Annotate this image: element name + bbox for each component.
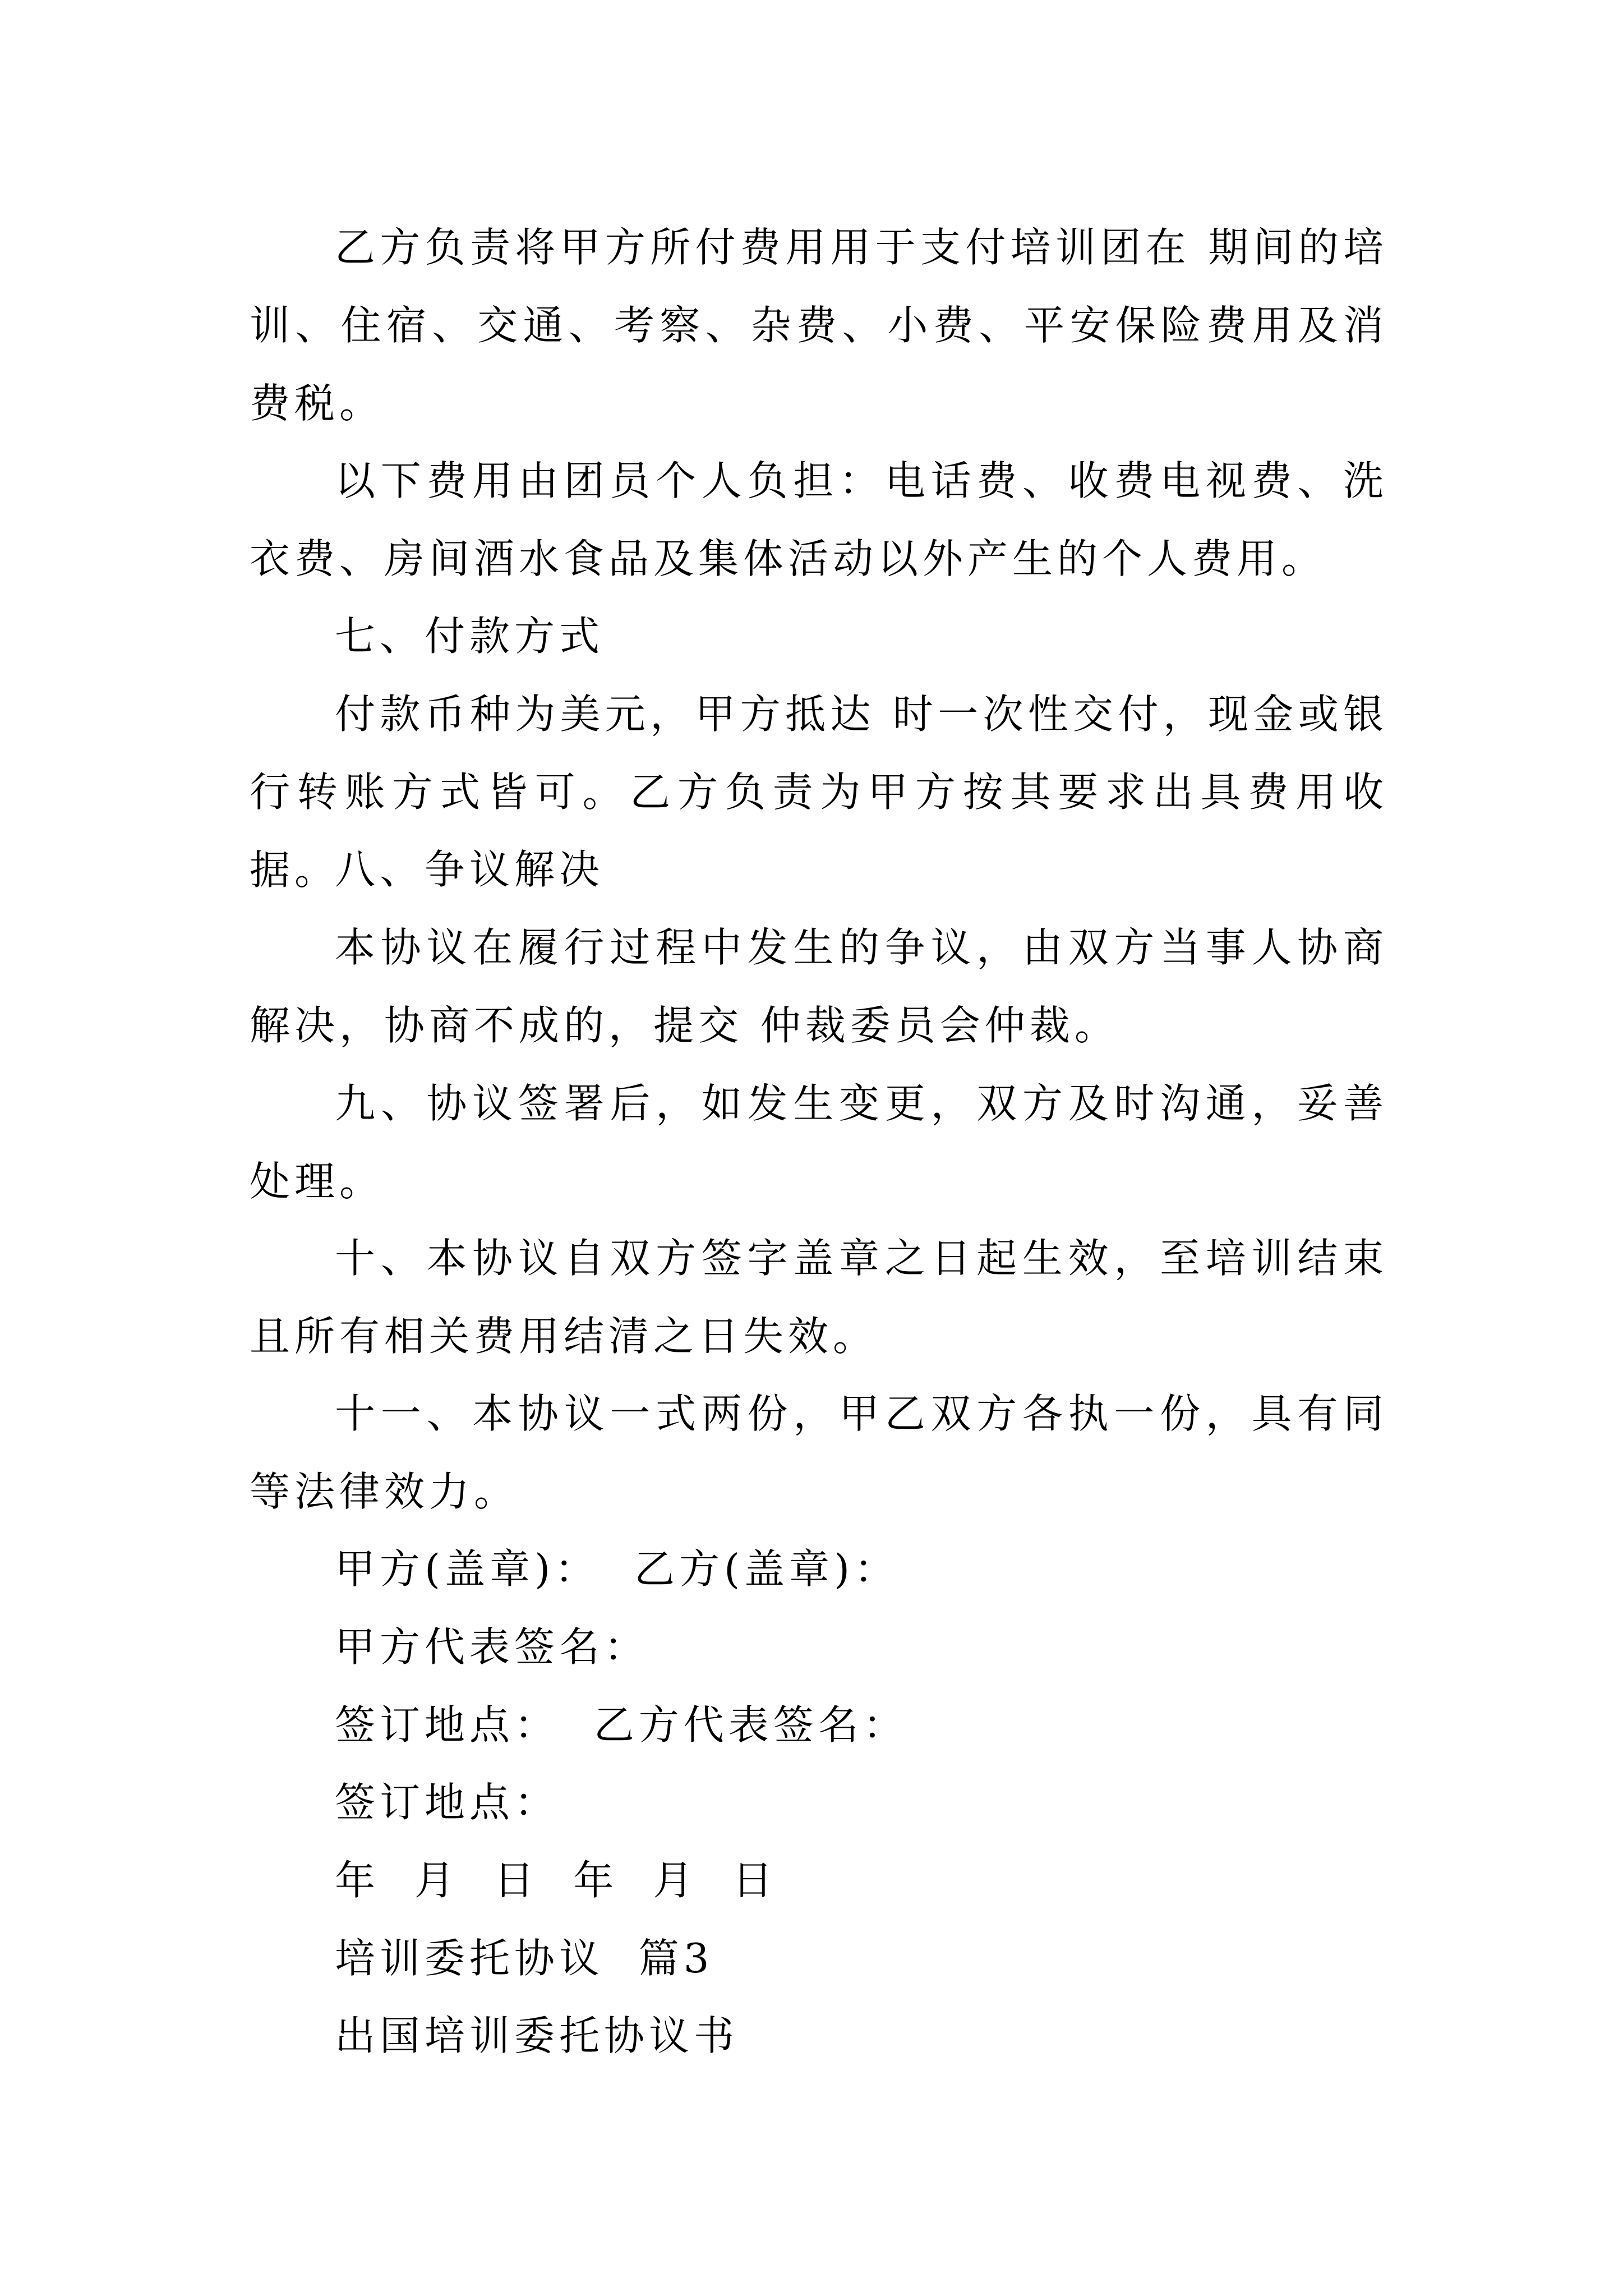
signature-party-a-rep: 甲方代表签名： [335,1623,649,1671]
signature-seal-line: 甲方(盖章)： 乙方(盖章)： [335,1545,900,1593]
paragraph-copies-clause: 十一、本协议一式两份，甲乙双方各执一份，具有同等法律效力。 [250,1390,1388,1515]
heading-dispute-resolution: 八、争议解决 [335,846,605,893]
paragraph-changes-clause: 九、协议签署后，如发生变更，双方及时沟通，妥善处理。 [250,1080,1388,1205]
signature-location-line-2: 签订地点： [335,1779,560,1826]
section-title: 培训委托协议 篇3 [335,1935,714,1982]
paragraph-payment-terms: 付款币种为美元，甲方抵达 时一次性交付，现金或银行转账方式皆可。乙方负责为甲方按其要求出具费用收据。 [250,691,1388,894]
paragraph-fee-usage: 乙方负责将甲方所付费用用于支付培训团在 期间的培训、住宿、交通、考察、杂费、小费、平安保险费用及消费税。 [250,224,1388,427]
paragraph-dispute-terms: 本协议在履行过程中发生的争议，由双方当事人协商解决，协商不成的，提交 仲裁委员会仲裁。 [250,924,1388,1049]
paragraph-personal-expenses: 以下费用由团员个人负担：电话费、收费电视费、洗衣费、房间酒水食品及集体活动以外产生的个人费用。 [250,457,1388,582]
document-title: 出国培训委托协议书 [335,2012,739,2059]
heading-payment-method: 七、付款方式 [335,613,605,660]
paragraph-effective-clause: 十、本协议自双方签字盖章之日起生效，至培训结束且所有相关费用结清之日失效。 [250,1235,1388,1360]
signature-location-line: 签订地点： 乙方代表签名： [335,1701,908,1749]
signature-date-line: 年 月 日 年 月 日 [335,1857,777,1904]
